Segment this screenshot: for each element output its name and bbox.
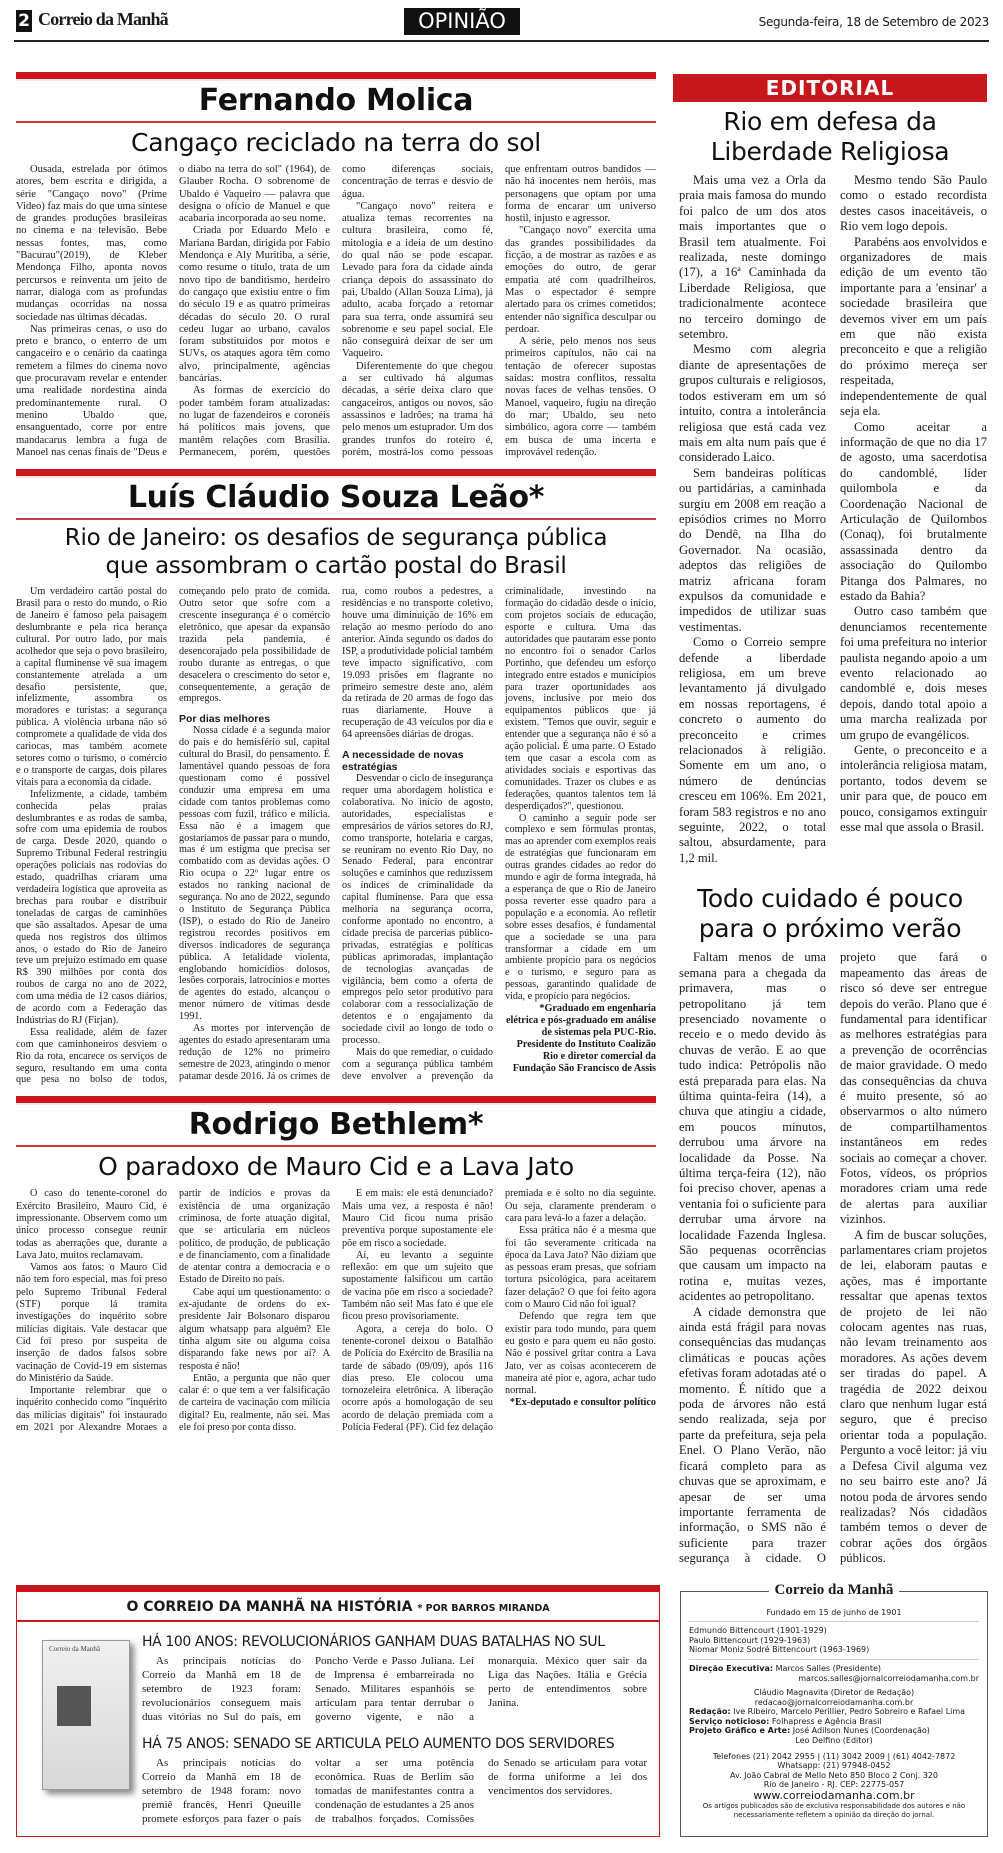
article-paragraph: Como o Correio sempre defende a liberdade religiosa, em um breve levantamento já divulgado em nossas reportagens, é concreto o aumento do preconceito e crimes relacionados à religião. Somente em um ano, o número de denúncias cresceu em 106%. Em 2021, foram 583 registros e no ano seguinte, 2022, o total saltou, absurdamente, para 1,2 mil. (679, 635, 826, 865)
article-molica (16, 72, 656, 459)
article-paragraph: Mais do que remediar, o cuidado com a segurança pública também deve envolver a prevenção da criminalidade, investindo na formação do cidadão desde o início, com projetos sociais de educação, esporte e cultura. Uma das autoridades que pautaram esse ponto no encontro foi o senador Carlos Portinho, que defendeu um esforço integrado entre estados e municípios para trazer oportunidades aos jovens, inclusive por meio dos equipamentos públicos que já existem. "Temos que ouvir, seguir e entender que a segurança não é só a ação policial. É uma parte. O Estado tem que casar a escola com as atividades sociais e esportivas das comunidades. Trazer os clubes e as federações, quantos talentos tem lá desperdiçados?", questionou. (342, 586, 656, 1082)
label: Direção Executiva: (689, 1663, 774, 1673)
article-paragraph: As mortes por intervenção de agentes do estado apresentaram uma redução de 12% no primeiro semestre de 2023, atingindo o menor patamar desde 2016. Já os crimes de rua, como roubos a pedestres, a residências e no transporte coletivo, houve uma diminuição de 16% em relação ao mesmo período do ano anterior. Ainda segundo os dados do ISP, a produtividade policial também teve impacto significativo, com 19.093 prisões em flagrante no primeiro semestre deste ano, além da retirada de 20 armas de fogo das ruas diariamente. Houve a recuperação de 43 veículos por dia e 64 apreensões diárias de drogas. (179, 586, 493, 1082)
history-heading: HÁ 100 ANOS: REVOLUCIONÁRIOS GANHAM DUAS BATALHAS NO SUL (142, 1633, 605, 1650)
section-divider (16, 1096, 656, 1103)
founder: Edmundo Bittencourt (1901-1929) (689, 1626, 827, 1636)
design-staff: José Adilson Nunes (Coordenação) (792, 1726, 930, 1736)
article-paragraph: Mais uma vez a Orla da praia mais famosa do mundo foi palco de um dos atos mais importantes que o Brasil tem atualmente. Foi realizada, neste domingo (17), a 16ª Caminhada da Liberdade Religiosa, que tradicionalmente acontece no terceiro domingo de setembro. (679, 173, 826, 342)
article-body (16, 1188, 656, 1434)
author-bio: *Graduado em engenharia elétrica e pós-graduado em análise de sistemas pela PUC-Rio. Presidente do Instituto Coalizão Rio e diretor comercial da Fundação São Francisco de Assis (506, 1003, 656, 1074)
page-number: 2 (16, 10, 32, 32)
issue-date: Segunda-feira, 18 de Setembro de 2023 (758, 15, 989, 29)
article-paragraph: Criada por Eduardo Melo e Mariana Bardan, dirigida por Fabio Mendonça e Aly Muritiba, a série, como resume o título, trata de um novo tipo de banditismo, herdeiro do cangaço que existiu entre o fim do século 19 e as quatro primeiras décadas do século 20. O rural cedeu lugar ao urbano, cavalos foram substituídos por motos e SUVs, os ataques agora têm como alvo, principalmente, agências bancárias. (179, 225, 330, 385)
editor: Leo Delfino (Editor) (795, 1736, 873, 1746)
article-paragraph: A série, pelo menos nos seus primeiros capítulos, não cai na tentação de oferecer supostas saídas: mostra conflitos, ressalta novas faces de velhas tensões. O Manoel, vaqueiro, fugiu na direção do mar; Ubaldo, seu neto simbólico, agora corre — também em busca de uma incerta e improvável redenção. (505, 336, 656, 458)
disclaimer: Os artigos publicados são de exclusiva responsabilidade dos autores e não necessariamente refletem a opinião da direção do jornal. (702, 1802, 966, 1819)
website-link[interactable]: www.correiodamanha.com.br (753, 1789, 915, 1803)
article-paragraph: Outro caso também que denunciamos recentemente foi uma prefeitura no interior paulista negando apoio a um evento relacionado ao candomblé e, dois meses depois, dando total apoio a uma marcha realizada por um grupo de evangélicos. (840, 604, 987, 742)
author-name: Rodrigo Bethlem* (188, 1107, 484, 1143)
founded-date: Fundado em 15 de junho de 1901 (766, 1607, 902, 1617)
history-paragraph: As principais notícias do Correio da Manhã em 18 de setembro de 1923 foram: revolucionários conseguem mais duas vitórias no Sul do país, em Poncho Verde e Passo Juliana. Lei de Imprensa é embarreirada no Senado. Militares espanhóis se articulam para tentar derrubar o governo vigente, e não a monarquia. México quer sair da Liga das Nações. Itália e Grécia perto de entendimentos sobre Janina. (142, 1654, 647, 1723)
article-paragraph: O caminho a seguir pode ser complexo e sem fórmulas prontas, mas ao aprender com exemplos reais de estratégias que funcionaram em outras grandes cidades ao redor do mundo e agir de forma integrada, há a esperança de que o Rio de Janeiro possa reverter esse quadro para a população e a economia. Ao refletir sobre esses desafios, é fundamental que a sociedade se una para transformar a cidade em um ambiente propício para os negócios e o turismo, e seguro para as pessoas, garantindo qualidade de vida, e propício para negócios. (505, 812, 656, 1003)
article-paragraph: Nas primeiras cenas, o uso do preto e branco, o enterro de um cangaceiro e o cenário da caatinga remetem a filmes do cinema novo que procuravam revelar e entender uma realidade nordestina ainda predominantemente rural. O menino Ubaldo que, ensanguentado, corre por entre mandacarus lembra a fuga de Manoel nas cenas finais de "Deus e o diabo na terra do sol" (1964), de Glauber Rocha. O sobrenome de Ubaldo é Vaqueiro — palavra que designa o ofício de Manuel e que acabaria incorporada ao seu nome. (16, 164, 330, 458)
history-title-text: O CORREIO DA MANHÃ NA HISTÓRIA (126, 1598, 413, 1615)
newsroom-director: Cláudio Magnavita (Diretor de Redação) (753, 1688, 915, 1698)
author-bio: *Ex-deputado e consultor político (509, 1397, 656, 1409)
newsroom-email[interactable]: redacao@jornalcorreiodamanha.com.br (754, 1697, 914, 1707)
section-label: OPINIÃO (404, 8, 520, 35)
article-paragraph: As formas de exercício do poder também foram atualizadas: no lugar de fazendeiros e coronéis há políticos mais jovens, que mantêm relações com Brasília. Permanecem, porém, questões como diferenças sociais, concentração de terras e desvio de água. (179, 164, 493, 458)
history-box (16, 1585, 660, 1837)
article-paragraph: Como aceitar a informação de que no dia 17 de agosto, uma sacerdotisa do candomblé, líder quilombola e da Coordenação Nacional de Articulação de Quilombos (Conaq), foi brutalmente assassinada dentro da associação do Quilombo Pitanga dos Palmares, no estado da Bahia? (840, 419, 987, 603)
article-paragraph: Importante relembrar que o inquérito conhecido como "inquérito das milícias digitais" foi instaurado em 2021 por Alexandre Moraes a partir de indícios e provas da existência de uma organização criminosa, de forte atuação digital, que se articularia em núcleos político, de produção, de publicação e de financiamento, com a finalidade de atentar contra a democracia e o Estado de Direito no país. (16, 1188, 330, 1434)
author-divider (16, 121, 656, 123)
article-paragraph: Vamos aos fatos: o Mauro Cid não tem foro especial, mas foi preso pelo Supremo Tribunal Federal (STF) porque lá tramita investigações do inquérito sobre milícias digitais. Vale destacar que Cid foi preso por suspeita de inserção de dados falsos sobre vacinação de Covid-19 em sistemas do Ministério da Saúde. (16, 1262, 167, 1384)
city: Rio de Janeiro - RJ. CEP: 22775-057 (763, 1780, 905, 1790)
section-divider (16, 469, 656, 476)
article-paragraph: "Cangaço novo" exercita uma das grandes possibilidades da ficção, a de mostrar as razões e as emoções do outro, de gerar empatia até com quadrilheiros. Mas o espectador é sempre alertado para os crimes cometidos; entender não significa desculpar ou perdoar. (505, 225, 656, 335)
article-headline: Cangaço reciclado na terra do sol (131, 128, 541, 157)
article-paragraph: Mesmo com alegria diante de apresentações de grupos culturais e religiosos, todos estiveram em um só intuito, contra a intolerância religiosa que está cada vez mais em alta num país que é considerado Laico. (679, 342, 826, 465)
editorial-column (673, 72, 987, 1567)
article-bethlem (16, 1096, 656, 1434)
history-paragraph: As principais notícias do Correio da Manhã em 18 de setembro de 1948 foram: novo premiê francês, Henri Queuille promete esforços para fazer o país voltar a ser uma potência econômica. Ruas de Berlim são tomadas de manifestantes contra a condenação de estudantes a 25 anos de trabalhos forçados. Comissões do Senado se articulam para votar de forma uniforme a lei dos vencimentos dos servidores. (142, 1756, 647, 1825)
newsroom-staff: Ive Ribeiro, Marcelo Perillier, Pedro Sobreiro e Rafael Lima (733, 1707, 966, 1717)
article-headline: O paradoxo de Mauro Cid e a Lava Jato (98, 1152, 574, 1182)
article-paragraph: Defendo que regra tem que existir para todo mundo, para quem eu gosto e para quem eu não gosto. Não é possível gritar contra a Lava Jato, ver as coisas acontecerem de maneira até pior e, agora, achar tudo normal. (505, 1311, 656, 1397)
article-paragraph: Gente, o preconceito e a intolerância religiosa matam, portanto, todos devem se unir para que, de pouco em pouco, consigamos extinguir esse mal que assola o Brasil. (840, 743, 987, 835)
author-divider (16, 518, 656, 520)
article-paragraph: "Cangaço novo" reitera e atualiza temas recorrentes na cultura brasileira, como fé, mitologia e a ideia de um destino do qual não se pode escapar. Levado para fora da cidade ainda criança depois do assassinato do pai, Ubaldo (Allan Souza Lima), já adulto, acaba forçado a retornar para sua terra, onde assumirá seu sobrenome e seu papel social. Ele não conseguirá deixar de ser um Vaqueiro. (342, 200, 493, 360)
archive-newspaper-label: Correio da Manhã (49, 1644, 100, 1653)
article-paragraph: Um verdadeiro cartão postal do Brasil para o resto do mundo, o Rio de Janeiro é famoso pela paisagem deslumbrante e pela rica herança cultural. Por outro lado, por mais acolhedor que seja o povo brasileiro, a capital fluminense vê sua imagem constantemente atrelada a um desafio persistente, que, infelizmente, assombra os moradores e turistas: a segurança pública. A violência urbana não só compromete a qualidade de vida dos cariocas, mas também acomete setores como o turismo, o comércio e o transporte de cargas, dois pilares vitais para a economia da cidade. (16, 586, 167, 788)
article-paragraph: Infelizmente, a cidade, também conhecida pelas praias deslumbrantes e as rodas de samba, sofre com uma epidemia de roubos de carga. Desde 2020, quando o Supremo Tribunal Federal restringiu operações policiais nas rodovias do estado, quadrilhas criaram uma verdadeira logística que aproveita as brechas para roubar e distribuir toneladas de cargas de caminhões que são assaltados. Apesar de uma queda nos registros dos últimos anos, o estado do Rio de Janeiro teve um prejuízo estimado em quase R$ 390 milhões por conta dos roubos de carga no ano de 2022, com uma média de 12 casos diários, de acordo com a Federação das Indústrias do RJ (Firjan). (16, 788, 167, 1026)
article-paragraph: Cabe aqui um questionamento: o ex-ajudante de ordens do ex-presidente Jair Bolsonaro disparou algum whatsapp para alguém? Ele tinha algum site ou alguma coisa disparando fake news por aí? A resposta é não! (179, 1286, 330, 1372)
opinion-columns (16, 72, 656, 1567)
article-paragraph: Então, a pergunta que não quer calar é: o que tem a ver falsificação de carteira de vacinação com milícia digital? Eu, realmente, não sei. Mas ele foi preso por conta disso. (179, 1372, 330, 1434)
archive-newspaper-image (42, 1640, 130, 1790)
article-paragraph: Ousada, estrelada por ótimos atores, bem escrita e dirigida, a série "Cangaço novo" (Prime Video) faz mais do que uma síntese de grandes produções brasileiras no cinema e na televisão. Bebe nessas fontes, mas, como "Bacurau"(2019), de Kleber Mendonça Filho, aponta novos percursos e reinventa um jeito de narrar, dialoga com as profundas mudanças ocorridas na nossa sociedade nas últimas décadas. (16, 164, 167, 323)
article-paragraph: Parabéns aos envolvidos e organizadores de mais edição de um evento tão importante para a 'ensinar' a sociedade brasileira que devemos viver em um país em que não exista preconceito e que a religião do próximo mereça ser respeitada, independentemente de qual seja ela. (840, 234, 987, 419)
whatsapp: Whatsapp: (21) 97948-0452 (777, 1761, 891, 1771)
history-heading: HÁ 75 ANOS: SENADO SE ARTICULA PELO AUMENTO DOS SERVIDORES (142, 1735, 615, 1752)
article-paragraph: Essa prática não é a mesma que foi tão severamente criticada na época da Lava Jato? Não diziam que as pessoas eram presas, que sofriam tortura psicológica, para aceitarem fazer delação? O que foi feito agora com o Mauro Cid não foi igual? (505, 1225, 656, 1311)
header-divider (14, 40, 989, 42)
label: Redação: (689, 1707, 731, 1717)
phones: Telefones (21) 2042 2955 | (11) 3042 2009 | (61) 4042-7872 (712, 1751, 956, 1761)
founder: Paulo Bittencourt (1929-1963) (689, 1635, 811, 1645)
article-body (16, 164, 656, 459)
article-paragraph: Sem bandeiras políticas ou partidárias, a caminhada surgiu em 2008 em reação a episódios crimes no Morro do Dendê, na Ilha do Governador. Na ocasião, adeptos das religiões de matriz africana foram expulsos da comunidade e impedidos de utilizar suas vestimentas. (679, 465, 826, 634)
page-header (14, 0, 989, 44)
editorial-headline: Rio em defesa da Liberdade Religiosa (710, 107, 950, 166)
article-paragraph: A cidade demonstra que ainda está frágil para novas consequências das mudanças climáticas e poucas ações efetivas foram adotadas até o momento. É nítido que a poda de árvores não está sendo realizada, seja por parte da prefeitura, seja pela Enel. O Plano Verão, não ficará completo para as chuvas que se aproximam, e apesar de ser uma importante ferramenta de informação, o SMS não é suficiente para trazer segurança à cidade. O projeto que fará o mapeamento das áreas de risco só deve ser entregue depois do verão. Plano que é fundamental para identificar as melhores estratégias para a prevenção de ocorrências de maior gravidade. O medo das consequências da chuva é muito presente, só ao observarmos o alto número de compartilhamentos instantâneos em redes sociais ao começar a chover. Fotos, vídeos, os próprios moradores criam uma rede de alertas para auxiliar vizinhos. (679, 950, 987, 1566)
section-divider (16, 72, 656, 79)
article-headline: Rio de Janeiro: os desafios de segurança pública que assombram o cartão postal do Brasil (64, 525, 608, 579)
article-paragraph: Aí, eu levanto a seguinte reflexão: em que um sujeito que supostamente falsificou um cartão de vacina põe em risco a sociedade? Também não sei! Mas fato é que ele ficou preso provisoriamente. (342, 1249, 493, 1323)
history-title (17, 1592, 659, 1622)
article-paragraph: Faltam menos de uma semana para a chegada da primavera, mas o petropolitano já tem presenciado novamente o receio e o medo devido às chuvas de verão. E ao que tudo indica: Petrópolis não está preparada para elas. Na última quinta-feira (14), a chuva que atingiu a cidade, em poucos minutos, derrubou uma árvore na localidade da Posse. Na última terça-feira (12), não foi preciso chover, apenas a ventania foi o suficiente para derrubar uma árvore na localidade Fazenda Inglesa. São pequenas ocorrências que causam um impacto na rotina e, muitas vezes, acidentes ao petropolitano. (679, 950, 826, 1304)
article-subheading: Por dias melhores (179, 713, 271, 726)
article-paragraph: O caso do tenente-coronel do Exército Brasileiro, Mauro Cid, é impressionante. Observem como um único processo consegue reunir todas as aberrações que, durante a Lava Jato, muitos reclamavam. (16, 1188, 167, 1261)
newspaper-logo: Correio da Manhã (38, 9, 168, 29)
executive-director: Marcos Salles (Presidente) (775, 1663, 882, 1673)
article-paragraph: Nossa cidade é a segunda maior do país e do hemisfério sul, capital cultural do Brasil, do pensamento. É lamentável quando pessoas de fora questionam como é possível conduzir uma empresa em uma cidade com tantos problemas como pessoas com fuzil, tráfico e milícia. Essa não é a imagem que gostaríamos de passar para o mundo, mas é um estigma que precisa ser combatido com as devidas ações. O Rio ocupa o 22º lugar entre os estados no ranking nacional de segurança. No ano de 2022, segundo o Instituto de Segurança Pública (ISP), o estado do Rio de Janeiro registrou recordes positivos em diversos indicadores de segurança pública. A letalidade violenta, englobando homicídios dolosos, lesões corporais, latrocínios e mortes de agentes do estado, alcançou o menor número de vítimas desde 1991. (179, 725, 330, 1023)
article-body (16, 586, 656, 1086)
founder: Niomar Moniz Sodré Bittencourt (1963-1969) (689, 1645, 870, 1655)
masthead-box (680, 1581, 988, 1837)
label: Serviço noticioso: (689, 1716, 770, 1726)
history-byline: * POR BARROS MIRANDA (417, 1602, 550, 1614)
editorial-label: EDITORIAL (673, 74, 987, 102)
editorial-body (673, 173, 987, 866)
author-name: Luís Cláudio Souza Leão* (127, 480, 545, 516)
masthead-logo: Correio da Manhã (769, 1582, 900, 1598)
address: Av. João Cabral de Mello Neto 850 Bloco 2 Conj. 320 (729, 1770, 939, 1780)
article-paragraph: Mesmo tendo São Paulo como o estado recordista destes casos inaceitáveis, o Rio vem logo depois. (840, 173, 987, 234)
article-paragraph: Desvendar o ciclo de insegurança requer uma abordagem holística e colaborativa. No início de agosto, autoridades, especialistas e empresários de vários setores do RJ, como transporte, hotelaria e cargas, se reuniram no evento Rio Day, no Senado Federal, para encontrar soluções e caminhos que reduzissem os índices de criminalidade da capital fluminense. Para que essa melhoria na segurança ocorra, conforme apontado no encontro, a cidade precisa de parcerias público-privadas, estratégias e políticas públicas aprimoradas, implantação de tecnologias avançadas de vigilância, bem como a oferta de empregos pelo setor produtivo para colaborar com a ressocialização de detentos e o engajamento da sociedade civil ao longo de todo o processo. (342, 773, 493, 1047)
news-service: Folhapress e Agência Brasil (771, 1716, 882, 1726)
executive-email[interactable]: marcos.salles@jornalcorreiodamanha.com.br (798, 1673, 979, 1683)
article-body (673, 950, 987, 1566)
author-divider (16, 1145, 656, 1147)
history-text (142, 1756, 647, 1826)
article-paragraph: A fim de buscar soluções, parlamentares criam projetos de lei, elaboram pautas e ações, mas é importante ressaltar que apenas textos de projeto de lei não colocam agentes nas ruas, não levam treinamento aos moradores. As ações devem ser tiradas do papel. A tragédia de 2022 deixou claro que nenhum lugar está seguro, que é preciso orientar toda a população. Pergunto a você leitor: já viu a Defesa Civil alguma vez no seu bairro este ano? Já notou poda de árvores sendo realizadas? Nós cidadãos também temos o dever de cobrar ações dos órgãos públicos. (840, 1227, 987, 1566)
article-paragraph: Essa realidade, além de fazer com que caminhoneiros desviem o Rio da rota, encarece os serviços de seguro, resultando em uma conta que pesa no bolso de todos, começando pelo prato de comida. Outro setor que sofre com a crescente insegurança é o comércio eletrônico, que apesar da expansão trazida pela pandemia, é desencorajado pela possibilidade de roubo durante as entregas, o que desacelera o crescimento do setor e, consequentemente, a geração de empregos. (16, 586, 330, 1086)
article-subheading: A necessidade de novas estratégias (342, 749, 464, 774)
label: Projeto Gráfico e Arte: (689, 1726, 791, 1736)
article-headline: Todo cuidado é pouco para o próximo verão (697, 884, 963, 944)
author-name: Fernando Molica (198, 83, 474, 118)
article-paragraph: Agora, a cereja do bolo. O tenente-coronel deixou o Batalhão de Polícia do Exército de Brasília na tarde de sábado (09/09), após 116 dias preso. Ele colocou uma tornozeleira eletrônica. A liberação ocorre após a homologação de seu acordo de delação premiada com a Polícia Federal (PF). Cid fez delação premiada e é solto no dia seguinte. Ou seja, claramente prenderam o cara para levá-lo a fazer a delação. (342, 1188, 656, 1434)
history-text (142, 1654, 647, 1724)
article-leao (16, 469, 656, 1086)
article-paragraph: Diferentemente do que chegou a ser cultivado há algumas décadas, a série deixa claro que cangaceiros, antigos ou novos, são assassinos e ladrões; na trama há pelo menos um estuprador. Um dos grandes trunfos do roteiro é, porém, mostrá-los como pessoas que enfrentam outros bandidos — não há inocentes nem heróis, mas personagens que optam por uma forma de encarar um universo hostil, injusto e agressor. (342, 164, 656, 458)
article-paragraph: E em mais: ele está denunciado? Mais uma vez, a resposta é não! Mauro Cid ficou numa prisão preventiva porque supostamente ele põe em risco a sociedade. (342, 1188, 493, 1249)
